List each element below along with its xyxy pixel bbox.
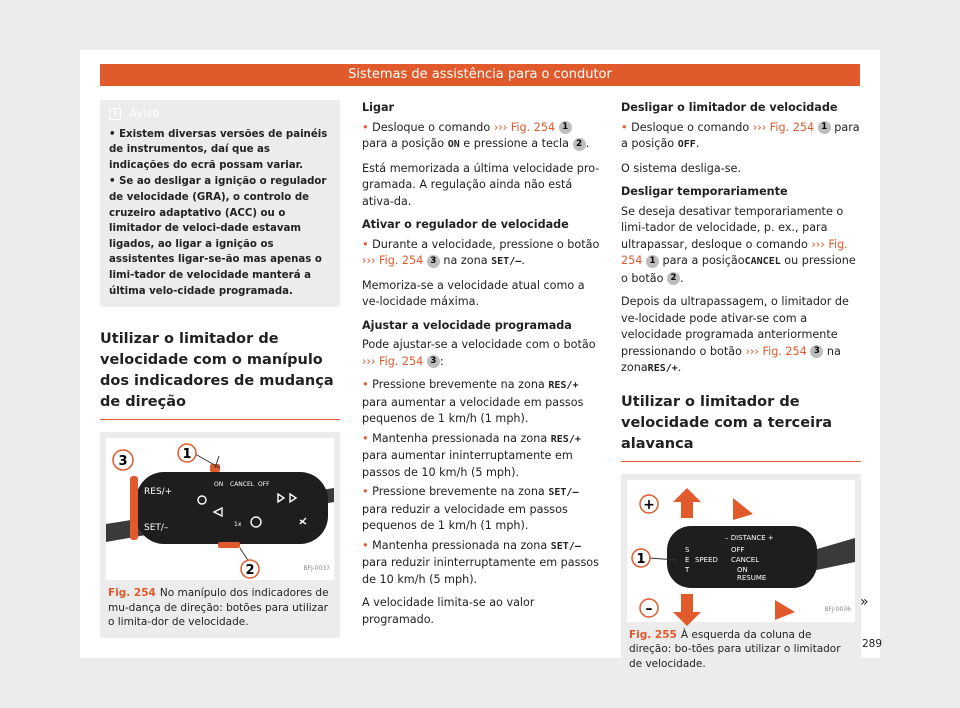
section-title-alavanca: Utilizar o limitador de velocidade com a terceira alavanca: [621, 392, 861, 462]
list-item: • Pressione brevemente na zona SET/– para reduzir a velocidade em passos pequenos de 1 km/h (1 mph).: [362, 484, 600, 535]
paragraph: Está memorizada a última velocidade pro-gramada. A regulação ainda não está ativa-da.: [362, 161, 600, 208]
svg-text:OFF: OFF: [731, 545, 745, 554]
fig-link[interactable]: ››› Fig. 254: [752, 120, 815, 134]
figure-254: [100, 432, 340, 638]
page: [80, 50, 883, 670]
arrow-right-up-icon: [733, 498, 753, 520]
notice-box: [100, 100, 340, 307]
fig-link[interactable]: ››› Fig. 254: [493, 120, 556, 134]
svg-text:–: –: [645, 600, 653, 617]
paragraph: Memoriza-se a velocidade atual como a ve-locidade máxima.: [362, 278, 585, 308]
notice-title: Aviso: [129, 106, 160, 120]
svg-text:RESUME: RESUME: [737, 573, 767, 582]
speed-label: SPEED: [695, 555, 718, 564]
paragraph: Depois da ultrapassagem, o limitador de ve-locidade pode ativar-se com a velocidade programada anteriormente pressionando o botão ››› Fig. 254 3 na zonaRES/+.: [621, 295, 849, 374]
fig-link[interactable]: ››› Fig. 254: [362, 254, 424, 267]
turn-signal-stalk-illustration: [106, 438, 334, 586]
heading-desligar: Desligar o limitador de velocidade: [621, 101, 838, 114]
list-item: • Mantenha pressionada na zona RES/+ para aumentar ininterruptamente em passos de 10 km/h (5 mph).: [362, 431, 600, 482]
svg-text:1: 1: [636, 551, 646, 567]
svg-text:E: E: [685, 555, 690, 564]
heading-ligar: Ligar: [362, 101, 395, 114]
paragraph: O sistema desliga-se.: [621, 161, 741, 175]
svg-text:ON: ON: [737, 565, 748, 574]
heading-ajustar: Ajustar a velocidade programada: [362, 318, 572, 332]
continue-arrow: »: [860, 594, 869, 610]
figure-code: BFJ-0037: [303, 564, 330, 572]
heading-ativar: Ativar o regulador de velocidade: [362, 218, 569, 231]
section-title-manipulo: Utilizar o limitador de velocidade com o manípulo dos indicadores de mudança de direção: [100, 329, 340, 420]
notice-item: • Se ao desligar a ignição o regulador de velocidade (GRA), o controlo de cruzeiro adaptativo (ACC) ou o limitador de veloci-dade estavam ligados, ao ligar a ignição os assistentes ligar-se-ão mas apenas o limi-tador de velocidade manterá a última velo-cidade programada.: [109, 174, 332, 299]
notice-header: [109, 106, 332, 122]
info-icon: i: [109, 108, 121, 120]
figure-254-image: [100, 432, 340, 580]
svg-text:1: 1: [182, 447, 192, 463]
fig-link[interactable]: ››› Fig. 254: [362, 354, 424, 368]
paragraph: Pode ajustar-se a velocidade com o botão ››› Fig. 254 3 :: [362, 338, 596, 368]
heading-temporario: Desligar temporariamente: [621, 185, 788, 198]
res-label: RES/+: [144, 487, 173, 498]
fig-link[interactable]: ››› Fig. 254: [621, 237, 848, 267]
third-lever-illustration: [627, 480, 855, 628]
column-right: [621, 100, 861, 679]
on-label: ON: [214, 481, 224, 489]
svg-text:S: S: [685, 545, 690, 554]
arrow-up-icon: [673, 488, 701, 518]
figure-255: [621, 474, 861, 680]
list-item: • Mantenha pressionada na zona SET/– para reduzir ininterruptamente em passos de 10 km/h (5 mph).: [362, 538, 600, 589]
figure-255-caption: Fig. 255 À esquerda da coluna de direção: bo-tões para utilizar o limitador de velocidade.: [629, 628, 841, 670]
svg-text:2: 2: [245, 563, 255, 579]
fig-link[interactable]: ››› Fig. 254: [745, 344, 807, 358]
paragraph: • Desloque o comando ››› Fig. 254 1 para a posição OFF.: [621, 120, 861, 154]
svg-text:T: T: [685, 565, 690, 574]
column-middle: [362, 100, 600, 635]
figure-255-image: [621, 474, 861, 622]
paragraph: • Desloque o comando ››› Fig. 254 1 para a posição ON e pressione a tecla 2 .: [362, 120, 600, 154]
figure-code: BFJ-0036: [824, 606, 851, 613]
paragraph: • Durante a velocidade, pressione o botão ››› Fig. 254 3 na zona SET/–.: [362, 237, 600, 271]
cancel-label: CANCEL: [230, 481, 255, 489]
svg-text:+: +: [643, 496, 655, 513]
svg-text:CANCEL: CANCEL: [731, 555, 760, 564]
page-header: Sistemas de assistência para o condutor: [100, 64, 860, 86]
paragraph: Se deseja desativar temporariamente o limi-tador de velocidade, p. ex., para ultrapassar, desloque o comando ››› Fig. 254 1 para a posiçãoCANCEL ou pressione o botão 2 .: [621, 204, 856, 285]
list-item: • Pressione brevemente na zona RES/+ para aumentar a velocidade em passos pequenos de 1 km/h (1 mph).: [362, 377, 600, 428]
notice-item: • Existem diversas versões de painéis de instrumentos, daí que as indicações do ecrã possam variar.: [109, 127, 332, 174]
page-number: 289: [862, 638, 883, 650]
x1-label: 1x: [234, 521, 242, 529]
column-left: [100, 100, 340, 638]
svg-text:3: 3: [118, 454, 128, 470]
set-label: SET/–: [144, 523, 169, 534]
off-label: OFF: [258, 481, 270, 489]
arrow-down-icon: [673, 594, 701, 626]
figure-254-caption: Fig. 254 No manípulo dos indicadores de mu-dança de direção: botões para utilizar o limita-dor de velocidade.: [108, 587, 329, 629]
arrow-right-down-icon: [775, 600, 795, 620]
distance-label: – DISTANCE +: [725, 533, 774, 542]
paragraph: A velocidade limita-se ao valor programado.: [362, 596, 535, 626]
